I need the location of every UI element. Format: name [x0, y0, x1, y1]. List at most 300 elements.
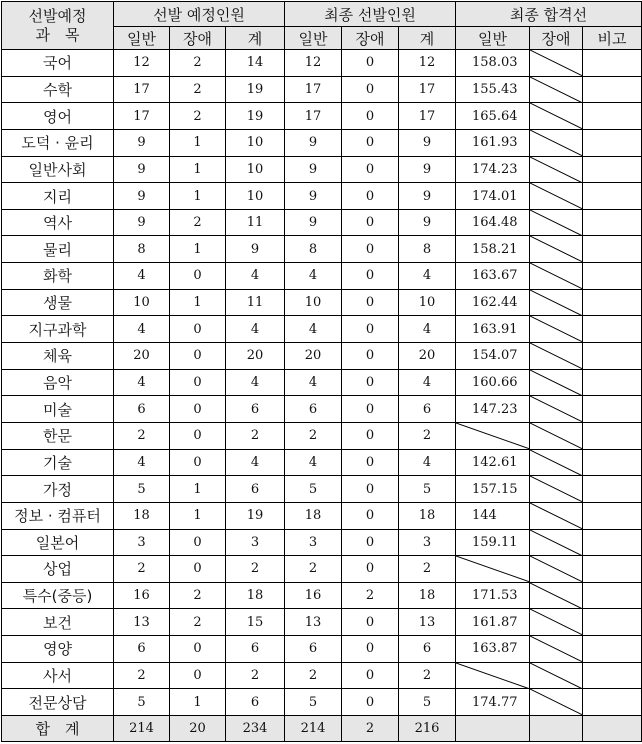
diagonal-slash-icon: [530, 130, 582, 156]
planned-total-cell: 19: [226, 76, 285, 103]
total-planned-general: 214: [114, 716, 170, 742]
subject-cell: 일반사회: [2, 156, 114, 183]
subject-cell: 일본어: [2, 529, 114, 556]
final-total-cell: 2: [399, 662, 456, 689]
planned-disabled-cell: 2: [170, 76, 226, 103]
table-row: [2, 502, 642, 529]
subject-cell: 영어: [2, 103, 114, 130]
diagonal-slash-icon: [456, 663, 529, 689]
final-total-cell: 4: [399, 369, 456, 396]
total-final-disabled: 2: [342, 716, 399, 742]
final-disabled-cell: 0: [342, 236, 399, 263]
subject-cell: 국어: [2, 50, 114, 77]
table-row: [2, 636, 642, 663]
final-total-cell: 6: [399, 636, 456, 663]
planned-total-cell: 19: [226, 103, 285, 130]
planned-general-cell: 2: [114, 422, 170, 449]
table-row: [2, 662, 642, 689]
table-row: [2, 316, 642, 343]
planned-disabled-cell: 0: [170, 343, 226, 370]
diagonal-slash-icon: [530, 476, 582, 502]
cutoff-disabled-cell: [530, 449, 583, 476]
final-disabled-cell: 0: [342, 662, 399, 689]
subject-cell: 상업: [2, 556, 114, 583]
final-total-cell: 9: [399, 129, 456, 156]
diagonal-slash-icon: [530, 157, 582, 183]
planned-total-cell: 6: [226, 636, 285, 663]
planned-total-cell: 18: [226, 582, 285, 609]
planned-disabled-cell: 0: [170, 422, 226, 449]
table-row: [2, 422, 642, 449]
cutoff-general-cell: [456, 662, 530, 689]
subject-cell: 한문: [2, 422, 114, 449]
diagonal-slash-icon: [530, 290, 582, 316]
cutoff-general-cell: [456, 422, 530, 449]
note-cell: [583, 476, 642, 503]
planned-disabled-cell: 2: [170, 103, 226, 130]
cutoff-disabled-cell: [530, 289, 583, 316]
final-total-cell: 9: [399, 156, 456, 183]
final-total-cell: 2: [399, 556, 456, 583]
final-general-cell: 2: [285, 556, 342, 583]
diagonal-slash-icon: [456, 556, 529, 582]
subject-cell: 기술: [2, 449, 114, 476]
subject-cell: 특수(중등): [2, 582, 114, 609]
final-disabled-cell: 0: [342, 156, 399, 183]
final-disabled-cell: 0: [342, 209, 399, 236]
diagonal-slash-icon: [530, 370, 582, 396]
cutoff-disabled-cell: [530, 369, 583, 396]
planned-disabled-cell: 0: [170, 316, 226, 343]
cutoff-disabled-cell: [530, 662, 583, 689]
final-general-cell: 3: [285, 529, 342, 556]
planned-disabled-cell: 1: [170, 156, 226, 183]
subject-cell: 역사: [2, 209, 114, 236]
note-cell: [583, 609, 642, 636]
total-cutoff-general: [456, 716, 530, 742]
cutoff-disabled-cell: [530, 343, 583, 370]
cutoff-disabled-cell: [530, 209, 583, 236]
cutoff-general-cell: 163.91: [456, 316, 530, 343]
planned-total-cell: 4: [226, 263, 285, 290]
note-cell: [583, 76, 642, 103]
planned-total-cell: 10: [226, 156, 285, 183]
header-corner-bottom: 과 목: [35, 25, 80, 44]
final-total-cell: 2: [399, 422, 456, 449]
diagonal-slash-icon: [530, 450, 582, 476]
final-general-cell: 5: [285, 689, 342, 716]
diagonal-slash-icon: [530, 530, 582, 556]
cutoff-general-cell: 161.93: [456, 129, 530, 156]
planned-disabled-cell: 2: [170, 582, 226, 609]
planned-total-cell: 19: [226, 502, 285, 529]
note-cell: [583, 263, 642, 290]
final-total-cell: 4: [399, 449, 456, 476]
planned-disabled-cell: 1: [170, 689, 226, 716]
cutoff-general-cell: 163.67: [456, 263, 530, 290]
final-disabled-cell: 0: [342, 476, 399, 503]
planned-general-cell: 2: [114, 556, 170, 583]
planned-disabled-cell: 2: [170, 209, 226, 236]
planned-total-cell: 15: [226, 609, 285, 636]
final-general-cell: 2: [285, 662, 342, 689]
final-disabled-cell: 0: [342, 529, 399, 556]
subject-cell: 지구과학: [2, 316, 114, 343]
header-planned-general: 일반: [114, 27, 170, 50]
final-general-cell: 5: [285, 476, 342, 503]
planned-total-cell: 6: [226, 396, 285, 423]
cutoff-disabled-cell: [530, 582, 583, 609]
table-row: [2, 103, 642, 130]
subject-cell: 물리: [2, 236, 114, 263]
cutoff-general-cell: 144: [456, 502, 530, 529]
table-row: [2, 343, 642, 370]
final-disabled-cell: 0: [342, 76, 399, 103]
final-disabled-cell: 0: [342, 556, 399, 583]
final-general-cell: 10: [285, 289, 342, 316]
table-row: [2, 129, 642, 156]
planned-general-cell: 9: [114, 183, 170, 210]
subject-cell: 미술: [2, 396, 114, 423]
subject-cell: 사서: [2, 662, 114, 689]
planned-disabled-cell: 0: [170, 662, 226, 689]
header-final-general: 일반: [285, 27, 342, 50]
final-general-cell: 20: [285, 343, 342, 370]
planned-disabled-cell: 1: [170, 289, 226, 316]
cutoff-disabled-cell: [530, 502, 583, 529]
cutoff-disabled-cell: [530, 183, 583, 210]
cutoff-general-cell: 155.43: [456, 76, 530, 103]
final-total-cell: 4: [399, 316, 456, 343]
planned-general-cell: 4: [114, 449, 170, 476]
planned-general-cell: 16: [114, 582, 170, 609]
cutoff-disabled-cell: [530, 50, 583, 77]
planned-disabled-cell: 0: [170, 529, 226, 556]
planned-general-cell: 10: [114, 289, 170, 316]
planned-general-cell: 20: [114, 343, 170, 370]
table-row: [2, 76, 642, 103]
final-disabled-cell: 0: [342, 50, 399, 77]
diagonal-slash-icon: [530, 316, 582, 342]
cutoff-general-cell: 174.77: [456, 689, 530, 716]
final-total-cell: 18: [399, 502, 456, 529]
final-disabled-cell: 0: [342, 369, 399, 396]
note-cell: [583, 209, 642, 236]
subject-cell: 생물: [2, 289, 114, 316]
planned-total-cell: 9: [226, 236, 285, 263]
planned-total-cell: 10: [226, 183, 285, 210]
header-final: 최종 선발인원: [285, 2, 456, 27]
header-planned-total: 계: [226, 27, 285, 50]
diagonal-slash-icon: [530, 636, 582, 662]
final-disabled-cell: 0: [342, 422, 399, 449]
cutoff-disabled-cell: [530, 236, 583, 263]
planned-disabled-cell: 2: [170, 50, 226, 77]
header-planned: 선발 예정인원: [114, 2, 285, 27]
planned-total-cell: 2: [226, 556, 285, 583]
final-total-cell: 9: [399, 183, 456, 210]
final-general-cell: 4: [285, 449, 342, 476]
final-general-cell: 4: [285, 316, 342, 343]
planned-total-cell: 2: [226, 422, 285, 449]
table-row: [2, 449, 642, 476]
cutoff-general-cell: 159.11: [456, 529, 530, 556]
cutoff-general-cell: 154.07: [456, 343, 530, 370]
final-disabled-cell: 0: [342, 183, 399, 210]
final-general-cell: 9: [285, 183, 342, 210]
diagonal-slash-icon: [530, 556, 582, 582]
planned-general-cell: 4: [114, 369, 170, 396]
cutoff-disabled-cell: [530, 76, 583, 103]
planned-disabled-cell: 1: [170, 183, 226, 210]
table-row: [2, 529, 642, 556]
total-final-general: 214: [285, 716, 342, 742]
planned-disabled-cell: 0: [170, 263, 226, 290]
header-planned-disabled: 장애: [170, 27, 226, 50]
note-cell: [583, 662, 642, 689]
table-row: [2, 582, 642, 609]
planned-general-cell: 3: [114, 529, 170, 556]
final-general-cell: 13: [285, 609, 342, 636]
table-row: [2, 289, 642, 316]
table-row: [2, 396, 642, 423]
cutoff-general-cell: 174.23: [456, 156, 530, 183]
header-cutoff-disabled: 장애: [530, 27, 583, 50]
final-general-cell: 9: [285, 129, 342, 156]
cutoff-general-cell: 162.44: [456, 289, 530, 316]
table-row: [2, 50, 642, 77]
planned-disabled-cell: 0: [170, 636, 226, 663]
final-total-cell: 10: [399, 289, 456, 316]
subject-cell: 화학: [2, 263, 114, 290]
final-general-cell: 6: [285, 396, 342, 423]
final-general-cell: 12: [285, 50, 342, 77]
cutoff-general-cell: 164.48: [456, 209, 530, 236]
final-disabled-cell: 0: [342, 609, 399, 636]
table-row: [2, 556, 642, 583]
total-planned-disabled: 20: [170, 716, 226, 742]
table-row: [2, 183, 642, 210]
table-row: [2, 236, 642, 263]
note-cell: [583, 529, 642, 556]
cutoff-general-cell: 160.66: [456, 369, 530, 396]
subject-cell: 음악: [2, 369, 114, 396]
total-row: [2, 716, 642, 742]
total-cutoff-note: [583, 716, 642, 742]
planned-total-cell: 6: [226, 689, 285, 716]
note-cell: [583, 689, 642, 716]
final-disabled-cell: 0: [342, 449, 399, 476]
planned-general-cell: 2: [114, 662, 170, 689]
diagonal-slash-icon: [530, 50, 582, 76]
diagonal-slash-icon: [530, 343, 582, 369]
planned-general-cell: 9: [114, 156, 170, 183]
planned-disabled-cell: 0: [170, 449, 226, 476]
final-general-cell: 9: [285, 156, 342, 183]
final-total-cell: 12: [399, 50, 456, 77]
total-final-total: 216: [399, 716, 456, 742]
final-disabled-cell: 0: [342, 396, 399, 423]
subject-cell: 보건: [2, 609, 114, 636]
note-cell: [583, 103, 642, 130]
final-total-cell: 5: [399, 476, 456, 503]
diagonal-slash-icon: [530, 609, 582, 635]
planned-disabled-cell: 1: [170, 476, 226, 503]
diagonal-slash-icon: [530, 210, 582, 236]
subject-cell: 전문상담: [2, 689, 114, 716]
final-total-cell: 9: [399, 209, 456, 236]
note-cell: [583, 50, 642, 77]
cutoff-disabled-cell: [530, 556, 583, 583]
final-total-cell: 3: [399, 529, 456, 556]
planned-general-cell: 17: [114, 103, 170, 130]
cutoff-general-cell: 161.87: [456, 609, 530, 636]
diagonal-slash-icon: [530, 236, 582, 262]
diagonal-slash-icon: [530, 663, 582, 689]
cutoff-general-cell: 147.23: [456, 396, 530, 423]
cutoff-general-cell: 165.64: [456, 103, 530, 130]
total-cutoff-disabled: [530, 716, 583, 742]
total-planned-total: 234: [226, 716, 285, 742]
planned-general-cell: 17: [114, 76, 170, 103]
planned-general-cell: 13: [114, 609, 170, 636]
note-cell: [583, 582, 642, 609]
diagonal-slash-icon: [530, 103, 582, 129]
cutoff-disabled-cell: [530, 316, 583, 343]
final-disabled-cell: 0: [342, 502, 399, 529]
final-general-cell: 4: [285, 263, 342, 290]
final-disabled-cell: 0: [342, 263, 399, 290]
planned-disabled-cell: 1: [170, 502, 226, 529]
cutoff-disabled-cell: [530, 609, 583, 636]
diagonal-slash-icon: [456, 423, 529, 449]
header-final-total: 계: [399, 27, 456, 50]
table-row: [2, 476, 642, 503]
header-corner-top: 선발예정: [28, 6, 87, 25]
planned-disabled-cell: 1: [170, 129, 226, 156]
note-cell: [583, 396, 642, 423]
cutoff-disabled-cell: [530, 103, 583, 130]
cutoff-disabled-cell: [530, 156, 583, 183]
planned-total-cell: 4: [226, 369, 285, 396]
note-cell: [583, 369, 642, 396]
planned-disabled-cell: 2: [170, 609, 226, 636]
final-disabled-cell: 0: [342, 316, 399, 343]
planned-total-cell: 2: [226, 662, 285, 689]
planned-total-cell: 11: [226, 289, 285, 316]
diagonal-slash-icon: [530, 423, 582, 449]
header-cutoff-general: 일반: [456, 27, 530, 50]
planned-total-cell: 3: [226, 529, 285, 556]
final-disabled-cell: 0: [342, 129, 399, 156]
note-cell: [583, 236, 642, 263]
cutoff-general-cell: 174.01: [456, 183, 530, 210]
cutoff-disabled-cell: [530, 529, 583, 556]
diagonal-slash-icon: [530, 396, 582, 422]
cutoff-disabled-cell: [530, 689, 583, 716]
final-general-cell: 17: [285, 76, 342, 103]
planned-total-cell: 14: [226, 50, 285, 77]
final-general-cell: 6: [285, 636, 342, 663]
final-total-cell: 5: [399, 689, 456, 716]
planned-general-cell: 5: [114, 476, 170, 503]
planned-general-cell: 4: [114, 263, 170, 290]
table-row: [2, 156, 642, 183]
total-label: 합 계: [2, 716, 114, 742]
cutoff-disabled-cell: [530, 476, 583, 503]
note-cell: [583, 422, 642, 449]
final-total-cell: 18: [399, 582, 456, 609]
diagonal-slash-icon: [530, 503, 582, 529]
cutoff-general-cell: 171.53: [456, 582, 530, 609]
cutoff-general-cell: 163.87: [456, 636, 530, 663]
note-cell: [583, 343, 642, 370]
note-cell: [583, 183, 642, 210]
subject-cell: 도덕 · 윤리: [2, 129, 114, 156]
planned-general-cell: 12: [114, 50, 170, 77]
header-cutoff: 최종 합격선: [456, 2, 642, 27]
header-cutoff-note: 비고: [583, 27, 642, 50]
results-table: [1, 1, 642, 742]
planned-general-cell: 8: [114, 236, 170, 263]
cutoff-general-cell: 142.61: [456, 449, 530, 476]
subject-cell: 체육: [2, 343, 114, 370]
subject-cell: 가정: [2, 476, 114, 503]
planned-general-cell: 6: [114, 396, 170, 423]
final-disabled-cell: 0: [342, 289, 399, 316]
planned-disabled-cell: 0: [170, 369, 226, 396]
planned-general-cell: 6: [114, 636, 170, 663]
final-general-cell: 9: [285, 209, 342, 236]
planned-disabled-cell: 0: [170, 556, 226, 583]
table-row: [2, 369, 642, 396]
cutoff-general-cell: 158.03: [456, 50, 530, 77]
subject-cell: 수학: [2, 76, 114, 103]
diagonal-slash-icon: [530, 77, 582, 103]
planned-total-cell: 20: [226, 343, 285, 370]
final-general-cell: 2: [285, 422, 342, 449]
cutoff-general-cell: [456, 556, 530, 583]
table-row: [2, 263, 642, 290]
subject-cell: 정보 · 컴퓨터: [2, 502, 114, 529]
final-total-cell: 4: [399, 263, 456, 290]
subject-cell: 지리: [2, 183, 114, 210]
cutoff-disabled-cell: [530, 396, 583, 423]
table-row: [2, 209, 642, 236]
note-cell: [583, 636, 642, 663]
planned-general-cell: 4: [114, 316, 170, 343]
diagonal-slash-icon: [530, 689, 582, 715]
planned-general-cell: 18: [114, 502, 170, 529]
note-cell: [583, 156, 642, 183]
planned-total-cell: 4: [226, 449, 285, 476]
final-disabled-cell: 0: [342, 103, 399, 130]
final-disabled-cell: 0: [342, 343, 399, 370]
final-total-cell: 6: [399, 396, 456, 423]
cutoff-general-cell: 157.15: [456, 476, 530, 503]
final-disabled-cell: 0: [342, 689, 399, 716]
final-general-cell: 17: [285, 103, 342, 130]
cutoff-disabled-cell: [530, 129, 583, 156]
planned-disabled-cell: 0: [170, 396, 226, 423]
note-cell: [583, 556, 642, 583]
final-disabled-cell: 2: [342, 582, 399, 609]
final-total-cell: 17: [399, 103, 456, 130]
final-total-cell: 13: [399, 609, 456, 636]
diagonal-slash-icon: [530, 583, 582, 609]
final-general-cell: 4: [285, 369, 342, 396]
final-total-cell: 17: [399, 76, 456, 103]
